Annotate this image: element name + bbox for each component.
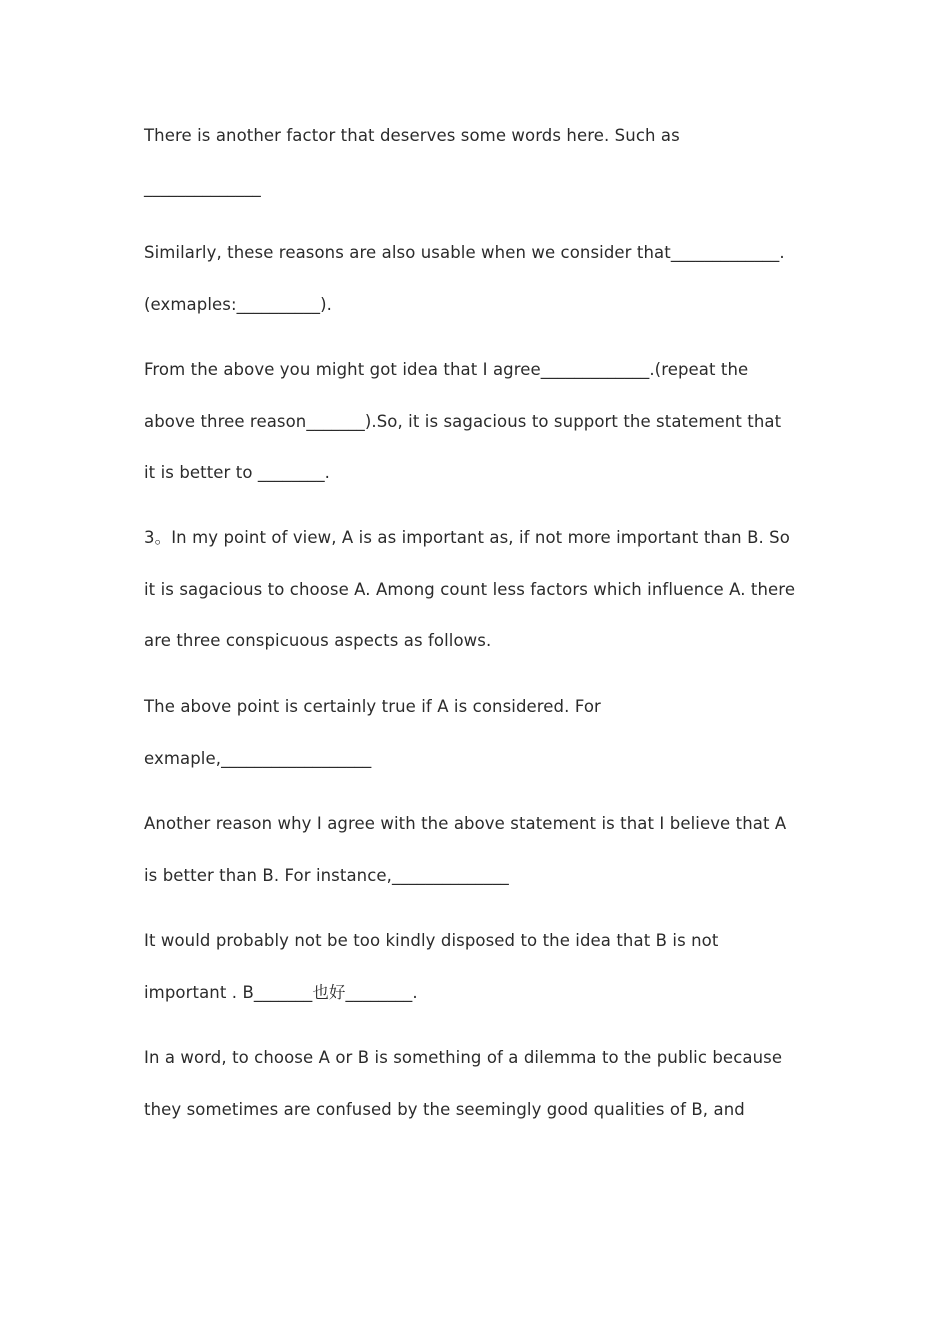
paragraph-kindly-disposed <box>144 915 824 1018</box>
text-line: above three reason_______).So, it is sagacious to support the statement that <box>144 411 782 431</box>
text-line: It would probably not be too kindly disposed to the idea that B is not <box>144 931 719 950</box>
paragraph-from-above <box>144 344 824 499</box>
paragraph-similarly <box>144 227 824 330</box>
text-line: (exmaples:__________). <box>144 294 332 314</box>
text-line: is better than B. For instance,______________ <box>144 865 509 885</box>
paragraph-another-reason <box>144 798 824 901</box>
text-line: exmaple,__________________ <box>144 748 372 768</box>
text-line: are three conspicuous aspects as follows. <box>144 631 492 651</box>
text-line: 3。In my point of view, A is as important as, if not more important than B. So <box>144 528 790 547</box>
text-line: The above point is certainly true if A is considered. For <box>144 697 601 716</box>
text-line: Similarly, these reasons are also usable when we consider that_____________. <box>144 243 785 262</box>
text-line: There is another factor that deserves some words here. Such as <box>144 126 680 145</box>
fill-in-blank-line: ______________ <box>144 177 261 197</box>
paragraph-point-three <box>144 512 824 667</box>
paragraph-in-a-word <box>144 1032 824 1135</box>
text-line: In a word, to choose A or B is something of a dilemma to the public because <box>144 1048 783 1067</box>
text-line: Another reason why I agree with the above statement is that I believe that A <box>144 814 787 833</box>
paragraph-another-factor <box>144 110 824 213</box>
text-line: From the above you might got idea that I agree_____________.(repeat the <box>144 360 749 379</box>
text-line: they sometimes are confused by the seemingly good qualities of B, and <box>144 1099 745 1119</box>
text-line: it is sagacious to choose A. Among count less factors which influence A. there <box>144 579 796 599</box>
text-line: it is better to ________. <box>144 463 331 483</box>
paragraph-above-point <box>144 681 824 784</box>
text-line: important . B_______也好________. <box>144 982 418 1002</box>
